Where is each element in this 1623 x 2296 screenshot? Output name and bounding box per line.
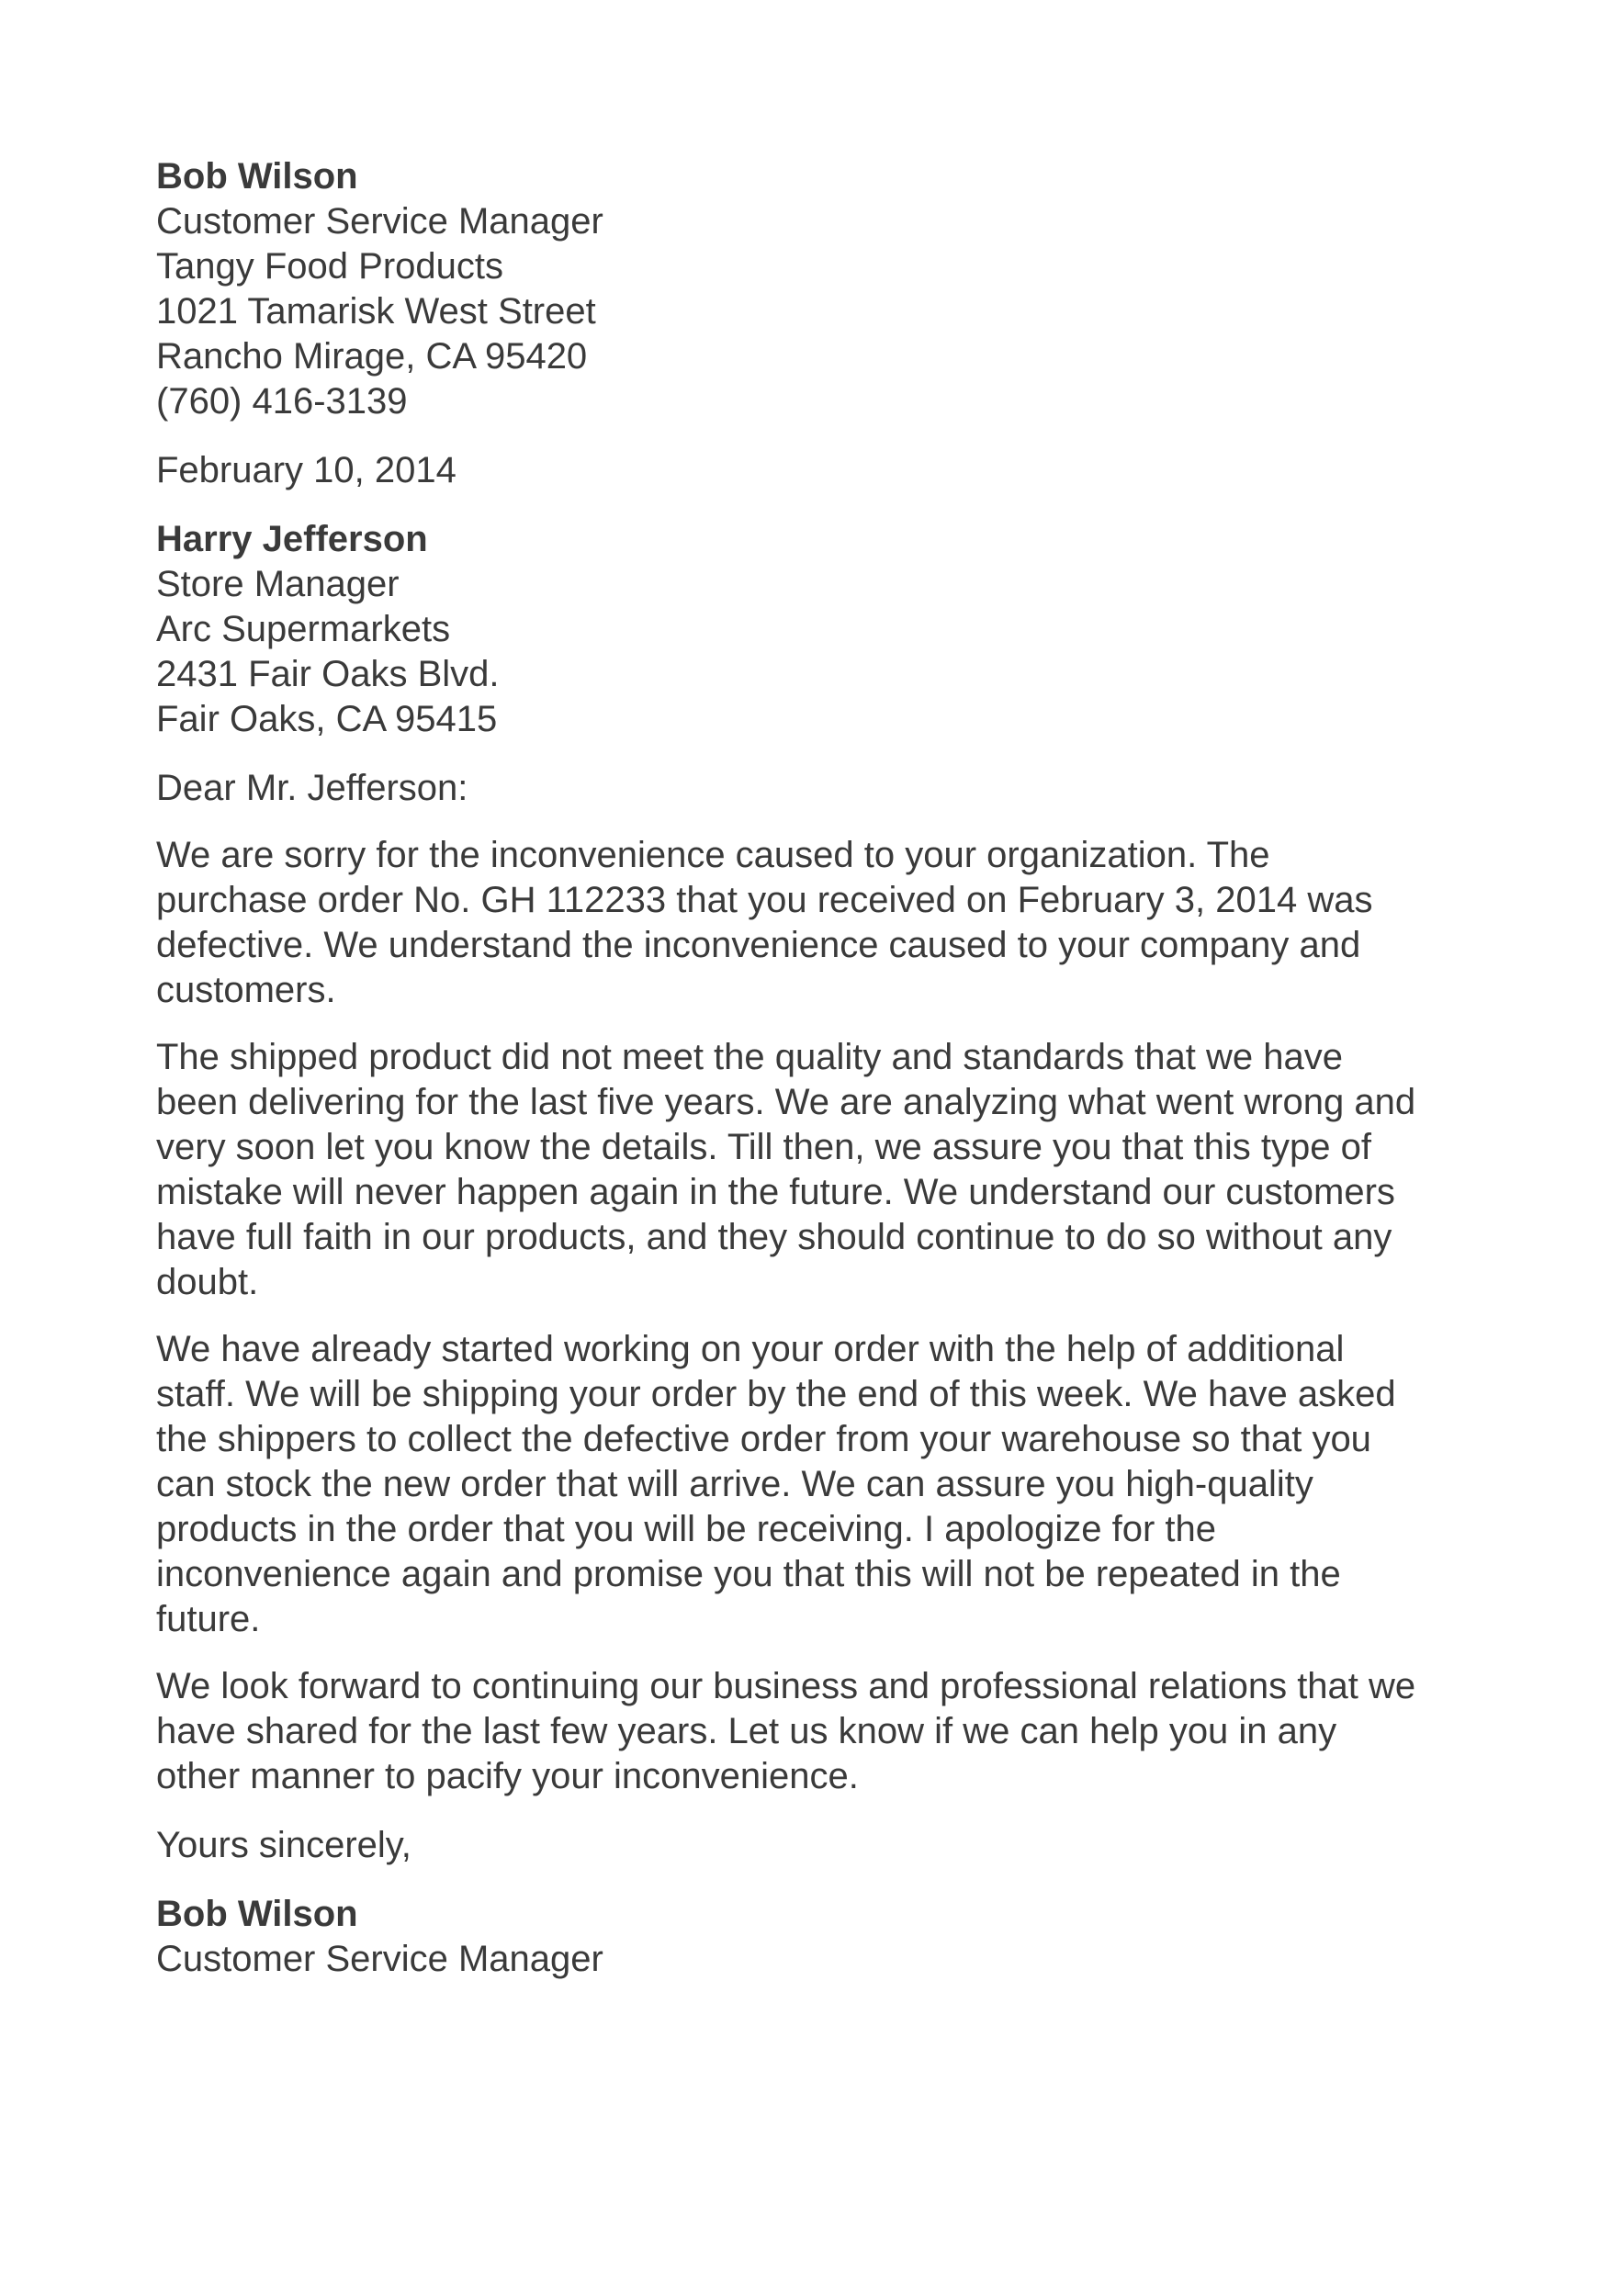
sender-title: Customer Service Manager <box>156 201 603 242</box>
paragraph-line: been delivering for the last five years. We are analyzing what went wrong and <box>156 1082 1416 1122</box>
letter-date-block <box>156 448 1497 493</box>
paragraph-line: mistake will never happen again in the future. We understand our customers <box>156 1172 1395 1212</box>
paragraph-line: We are sorry for the inconvenience caused to your organization. The <box>156 835 1270 875</box>
paragraph-line: other manner to pacify your inconvenience. <box>156 1756 859 1796</box>
salutation-block <box>156 766 1497 811</box>
paragraph-line: have full faith in our products, and they should continue to do so without any <box>156 1217 1392 1257</box>
sender-company: Tangy Food Products <box>156 246 503 287</box>
salutation: Dear Mr. Jefferson: <box>156 768 468 808</box>
sender-name: Bob Wilson <box>156 156 358 197</box>
body-paragraph-2 <box>156 1035 1497 1305</box>
sender-address-block <box>156 154 1497 424</box>
recipient-company: Arc Supermarkets <box>156 609 451 649</box>
body-paragraph-3 <box>156 1327 1497 1642</box>
letter-date: February 10, 2014 <box>156 450 456 490</box>
paragraph-line: products in the order that you will be receiving. I apologize for the <box>156 1509 1216 1549</box>
recipient-street: 2431 Fair Oaks Blvd. <box>156 654 500 694</box>
body-paragraph-4 <box>156 1664 1497 1799</box>
sender-street: 1021 Tamarisk West Street <box>156 291 596 332</box>
paragraph-line: staff. We will be shipping your order by the end of this week. We have asked <box>156 1374 1396 1414</box>
signature-block <box>156 1892 1497 1982</box>
letter-body <box>156 154 1497 1982</box>
recipient-address-block <box>156 517 1497 742</box>
paragraph-line: The shipped product did not meet the quality and standards that we have <box>156 1037 1343 1077</box>
recipient-title: Store Manager <box>156 564 400 604</box>
signature-title: Customer Service Manager <box>156 1939 603 1979</box>
paragraph-line: have shared for the last few years. Let us know if we can help you in any <box>156 1711 1337 1751</box>
paragraph-line: future. <box>156 1599 261 1639</box>
paragraph-line: can stock the new order that will arrive. We can assure you high-quality <box>156 1464 1313 1504</box>
sender-phone: (760) 416-3139 <box>156 381 408 422</box>
recipient-name: Harry Jefferson <box>156 519 428 559</box>
paragraph-line: purchase order No. GH 112233 that you received on February 3, 2014 was <box>156 880 1373 920</box>
signature-name: Bob Wilson <box>156 1894 358 1934</box>
paragraph-line: We look forward to continuing our business and professional relations that we <box>156 1666 1416 1706</box>
closing-block <box>156 1823 1497 1868</box>
paragraph-line: inconvenience again and promise you that this will not be repeated in the <box>156 1554 1341 1594</box>
paragraph-line: We have already started working on your order with the help of additional <box>156 1329 1345 1369</box>
sender-city-state-zip: Rancho Mirage, CA 95420 <box>156 336 588 377</box>
paragraph-line: doubt. <box>156 1262 259 1302</box>
paragraph-line: customers. <box>156 970 336 1010</box>
paragraph-line: the shippers to collect the defective order from your warehouse so that you <box>156 1419 1371 1459</box>
paragraph-line: defective. We understand the inconvenience caused to your company and <box>156 925 1361 965</box>
paragraph-line: very soon let you know the details. Till then, we assure you that this type of <box>156 1127 1371 1167</box>
recipient-city-state-zip: Fair Oaks, CA 95415 <box>156 699 498 739</box>
body-paragraph-1 <box>156 833 1497 1013</box>
closing: Yours sincerely, <box>156 1825 411 1865</box>
